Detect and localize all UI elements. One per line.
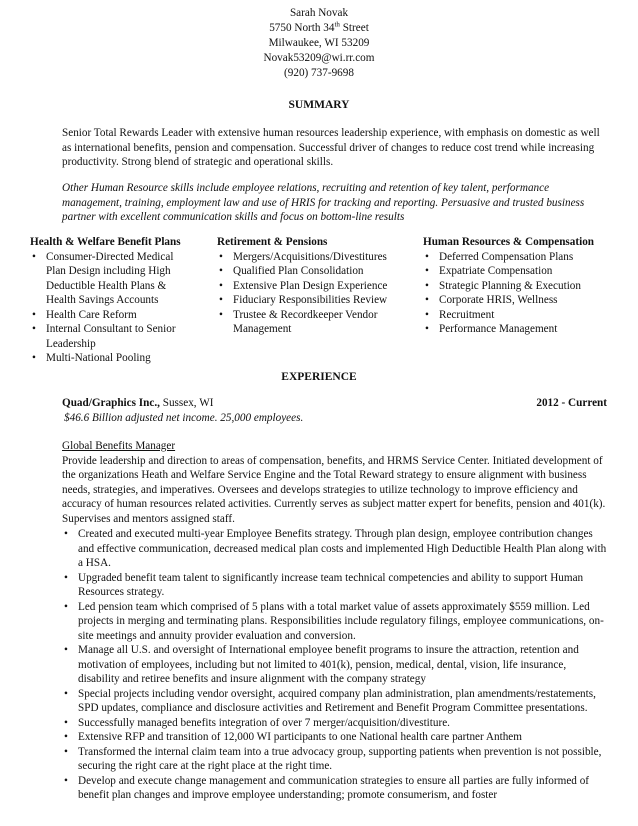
list-item: • Corporate HRIS, Wellness — [423, 293, 610, 308]
list-item: • Deferred Compensation Plans — [423, 250, 610, 265]
job-entry-header — [62, 396, 607, 526]
company-name: Quad/Graphics Inc., — [62, 397, 160, 409]
list-item: • Expatriate Compensation — [423, 264, 610, 279]
company-location: Sussex, WI — [159, 397, 214, 409]
skills-list — [423, 250, 610, 337]
list-item: • Upgraded benefit team talent to significantly increase team technical competencies and ability to support Human Resources strategy. — [62, 571, 607, 600]
street-number: 5750 North 34 — [269, 22, 335, 34]
phone-number: (920) 737-9698 — [284, 67, 354, 79]
skills-list — [217, 250, 407, 337]
list-item: • Mergers/Acquisitions/Divestitures — [217, 250, 407, 265]
street-name: Street — [339, 22, 369, 34]
city-state-zip: Milwaukee, WI 53209 — [268, 37, 370, 49]
list-item: • Develop and execute change management and communication strategies to ensure all parties are fully informed of benefit plan changes and improve employee understanding; promote consumerism, and foster — [62, 774, 607, 803]
list-item: • Extensive Plan Design Experience — [217, 279, 407, 294]
list-item: • Performance Management — [423, 322, 610, 337]
list-item: • Successfully managed benefits integration of over 7 merger/acquisition/divestiture. — [62, 716, 607, 731]
company-note: $46.6 Billion adjusted net income. 25,000 employees. — [64, 411, 304, 424]
list-item: • Trustee & Recordkeeper Vendor Management — [217, 308, 407, 337]
list-item: • Health Care Reform — [30, 308, 195, 323]
candidate-name: Sarah Novak — [289, 7, 349, 19]
skills-column-title: Retirement & Pensions — [217, 236, 328, 248]
job-company-location — [62, 396, 213, 411]
list-item: • Fiduciary Responsibilities Review — [217, 293, 407, 308]
skills-list — [30, 250, 195, 366]
list-item: • Internal Consultant to Senior Leadership — [30, 322, 195, 351]
street-address — [0, 21, 638, 36]
accomplishments-list — [62, 527, 607, 803]
list-item: • Extensive RFP and transition of 12,000 WI participants to one National health care partner Anthem — [62, 730, 607, 745]
list-item: • Consumer-Directed Medical Plan Design including High Deductible Health Plans & Health Savings Accounts — [30, 250, 195, 308]
skills-column-title: Human Resources & Compensation — [423, 236, 595, 248]
list-item: • Multi-National Pooling — [30, 351, 195, 366]
list-item: • Manage all U.S. and oversight of International employee benefit programs to insure the attraction, retention and motivation of employees, including but not limited to 401(k), pension, medical, dental, vision, life insurance, disability and retiree benefits and insure alignment with the company strategy — [62, 643, 607, 687]
role-title: Global Benefits Manager — [62, 440, 176, 452]
skills-column-hr-compensation — [423, 235, 610, 337]
list-item: • Created and executed multi-year Employee Benefits strategy. Through plan design, employee contribution changes and effective communication, decreased medical plan costs and implemented High Deductible Health Plan along with a HSA. — [62, 527, 607, 571]
summary-paragraph: Senior Total Rewards Leader with extensive human resources leadership experience, with emphasis on domestic as well as international benefits, pension and compensation. Successful driver of changes to reduce cost trend while increasing productivity. Strong blend of strategic and operational skills. — [62, 127, 600, 168]
list-item: • Recruitment — [423, 308, 610, 323]
job-dates: 2012 - Current — [536, 397, 607, 409]
contact-header — [0, 6, 638, 81]
street-ordinal: th — [334, 20, 340, 29]
role-description: Provide leadership and direction to areas of compensation, benefits, and HRMS Service Center. Initiated development of the organizations Heath and Welfare Service Engine and the Total Reward strategy to ensure alignment with business needs, strategies, and imperatives. Oversees and develops strategies to utilize technology to improve efficiency and accuracy of human resources related activities. Currently serves as subject matter expert for benefits, pension and 401(k). Supervises and mentors assigned staff. — [62, 454, 606, 525]
skills-column-retirement — [217, 235, 407, 337]
skills-column-health-welfare — [30, 235, 195, 366]
list-item: • Transformed the internal claim team into a true advocacy group, supporting patients when prevention is not possible, securing the right care at the right place at the right time. — [62, 745, 607, 774]
list-item: • Special projects including vendor oversight, acquired company plan administration, plan amendments/restatements, SPD updates, compliance and disclosure activities and Retirement and Benefit Program Committee presentations. — [62, 687, 607, 716]
experience-heading: EXPERIENCE — [281, 371, 357, 383]
summary-skills-paragraph: Other Human Resource skills include employee relations, recruiting and retention of key talent, performance management, training, employment law and use of HRIS for tracking and reporting. Persuasive and trusted business partner with excellent communication skills and focus on bottom-line results — [62, 182, 585, 223]
email-address: Novak53209@wi.rr.com — [263, 52, 375, 64]
skills-column-title: Health & Welfare Benefit Plans — [30, 236, 181, 248]
job-title-row — [62, 396, 607, 411]
list-item: • Strategic Planning & Execution — [423, 279, 610, 294]
list-item: • Qualified Plan Consolidation — [217, 264, 407, 279]
summary-heading: SUMMARY — [288, 99, 350, 111]
list-item: • Led pension team which comprised of 5 plans with a total market value of assets approximately $559 million. Led projects in merging and terminating plans. Responsibilities include regulatory filings, employee communications, on-site meetings and annuity provider evaluation and conversion. — [62, 600, 607, 644]
